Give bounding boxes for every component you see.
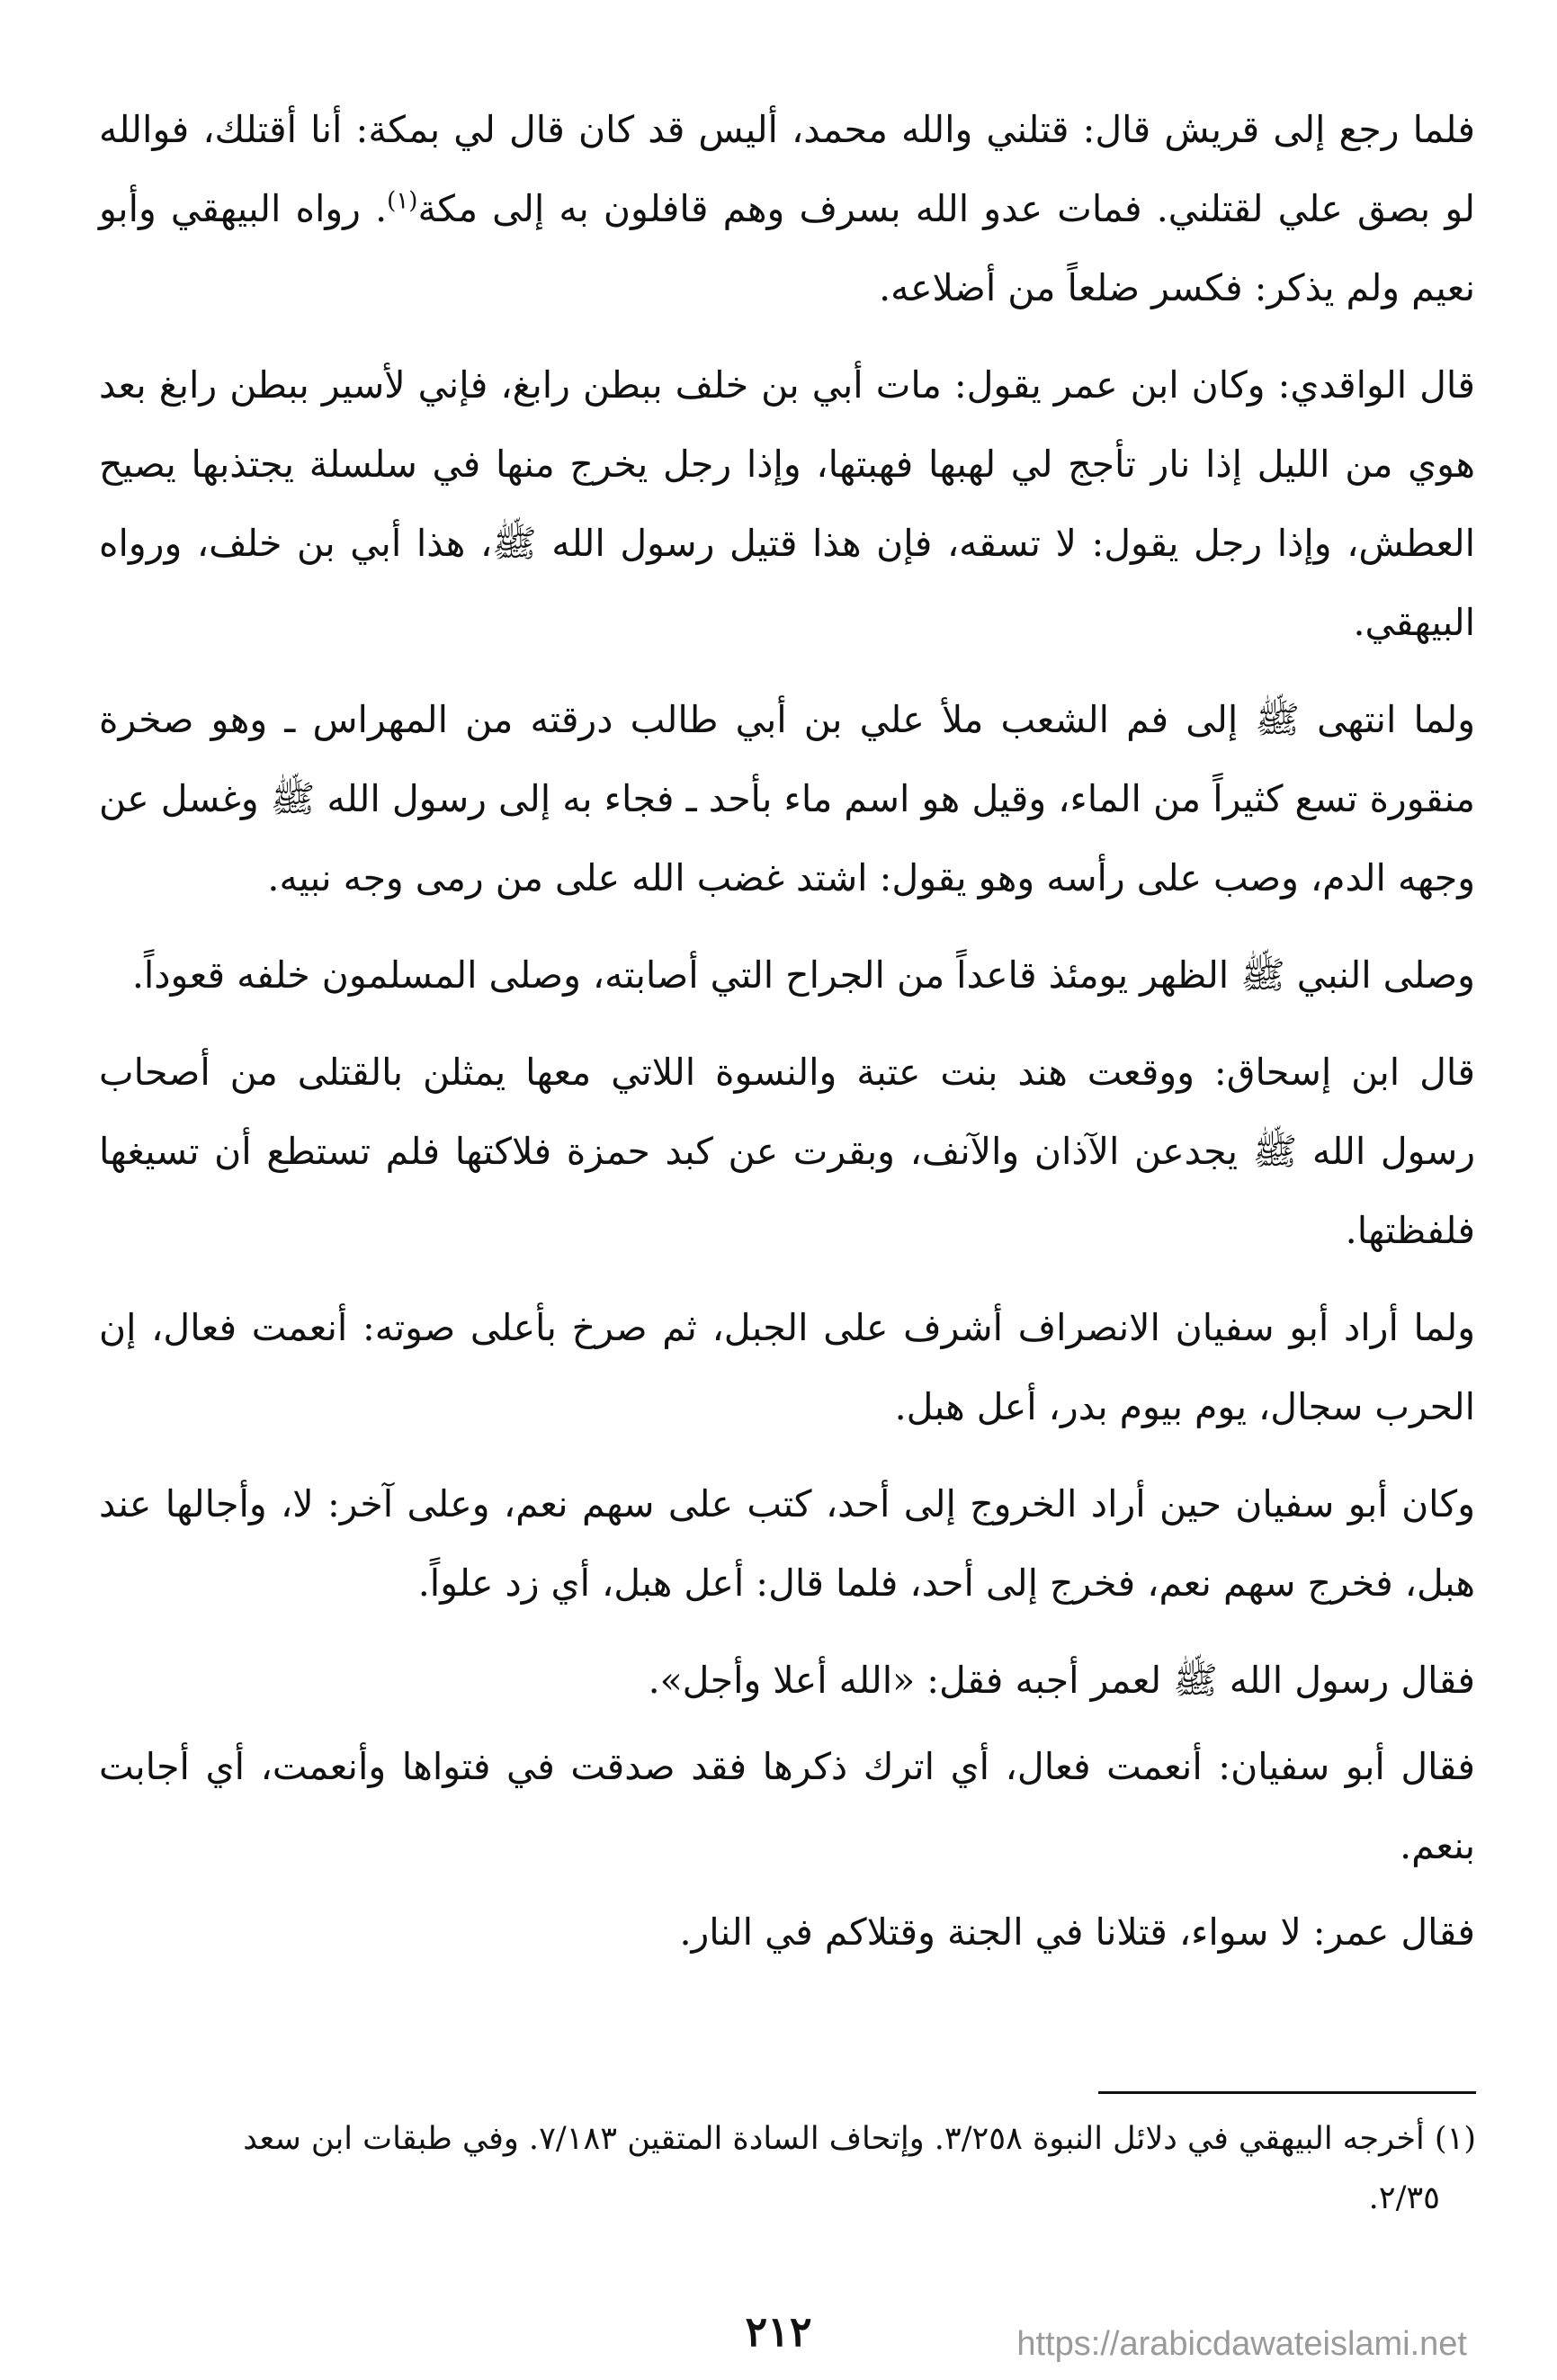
paragraph-7: وكان أبو سفيان حين أراد الخروج إلى أحد، كتب على سهم نعم، وعلى آخر: لا، وأجالها عند هبل، فخرج سهم نعم، فخرج إلى أحد، فلما قال: أعل هبل، أي زد علواً. (99, 1482, 1475, 1605)
paragraph-4: وصلى النبي ﷺ الظهر يومئذ قاعداً من الجراح التي أصابته، وصلى المسلمون خلفه قعوداً. (131, 953, 1475, 997)
footnote-line-2: ٢/٣٥. (1368, 2180, 1440, 2216)
page-body (99, 90, 1475, 1979)
paragraph-1 (99, 90, 1475, 327)
paragraph-3: ولما انتهى ﷺ إلى فم الشعب ملأ علي بن أبي طالب درقته من المهراس ـ وهو صخرة منقورة تسع كثيراً من الماء، وقيل هو اسم ماء بأحد ـ فجاء به إلى رسول الله ﷺ وغسل عن وجهه الدم، وصب على رأسه وهو يقول: اشتد غضب الله على من رمى وجه نبيه. (99, 698, 1475, 899)
watermark: https://arabicdawateislami.net (1016, 2325, 1467, 2363)
paragraph-1-text: فلما رجع إلى قريش قال: قتلني والله محمد، أليس قد كان قال لي بمكة: أنا أقتلك، فوالله لو بصق علي لقتلني. فمات عدو الله بسرف وهم قافلون به إلى مكة (99, 108, 1476, 230)
paragraph-8: فقال رسول الله ﷺ لعمر أجبه فقل: «الله أعلا وأجل». (648, 1659, 1475, 1702)
paragraph-6: ولما أراد أبو سفيان الانصراف أشرف على الجبل، ثم صرخ بأعلى صوته: أنعمت فعال، إن الحرب سجال، يوم بيوم بدر، أعل هبل. (99, 1306, 1475, 1428)
footnote-reference[interactable]: (١) (387, 187, 418, 215)
paragraph-5: قال ابن إسحاق: ووقعت هند بنت عتبة والنسوة اللاتي معها يمثلن بالقتلى من أصحاب رسول الله ﷺ يجدعن الآذان والآنف، وبقرت عن كبد حمزة فلاكتها فلم تستطع أن تسيغها فلفظتها. (99, 1051, 1475, 1252)
footnote (108, 2109, 1476, 2228)
paragraph-2: قال الواقدي: وكان ابن عمر يقول: مات أبي بن خلف ببطن رابغ، فإني لأسير ببطن رابغ بعد هوي من الليل إذا نار تأجج لي لهبها فهبتها، وإذا رجل يخرج منها في سلسلة يجتذبها يصيح العطش، وإذا رجل يقول: لا تسقه، فإن هذا قتيل رسول الله ﷺ، هذا أبي بن خلف، ورواه البيهقي. (99, 363, 1475, 644)
footnote-divider (1098, 2091, 1476, 2094)
page-number: ٢١٢ (745, 2307, 812, 2356)
paragraph-10: فقال عمر: لا سواء، قتلانا في الجنة وقتلاكم في النار. (679, 1910, 1475, 1954)
footnote-line-1: (١) أخرجه البيهقي في دلائل النبوة ٣/٢٥٨. وإتحاف السادة المتقين ٧/١٨٣. وفي طبقات ابن سعد (243, 2121, 1476, 2157)
paragraph-1-text-continued: . رواه البيهقي وأبو نعيم ولم يذكر: فكسر ضلعاً من أضلاعه. (99, 187, 1475, 309)
paragraph-9: فقال أبو سفيان: أنعمت فعال، أي اترك ذكرها فقد صدقت في فتواها وأنعمت، أي أجابت بنعم. (99, 1745, 1475, 1867)
